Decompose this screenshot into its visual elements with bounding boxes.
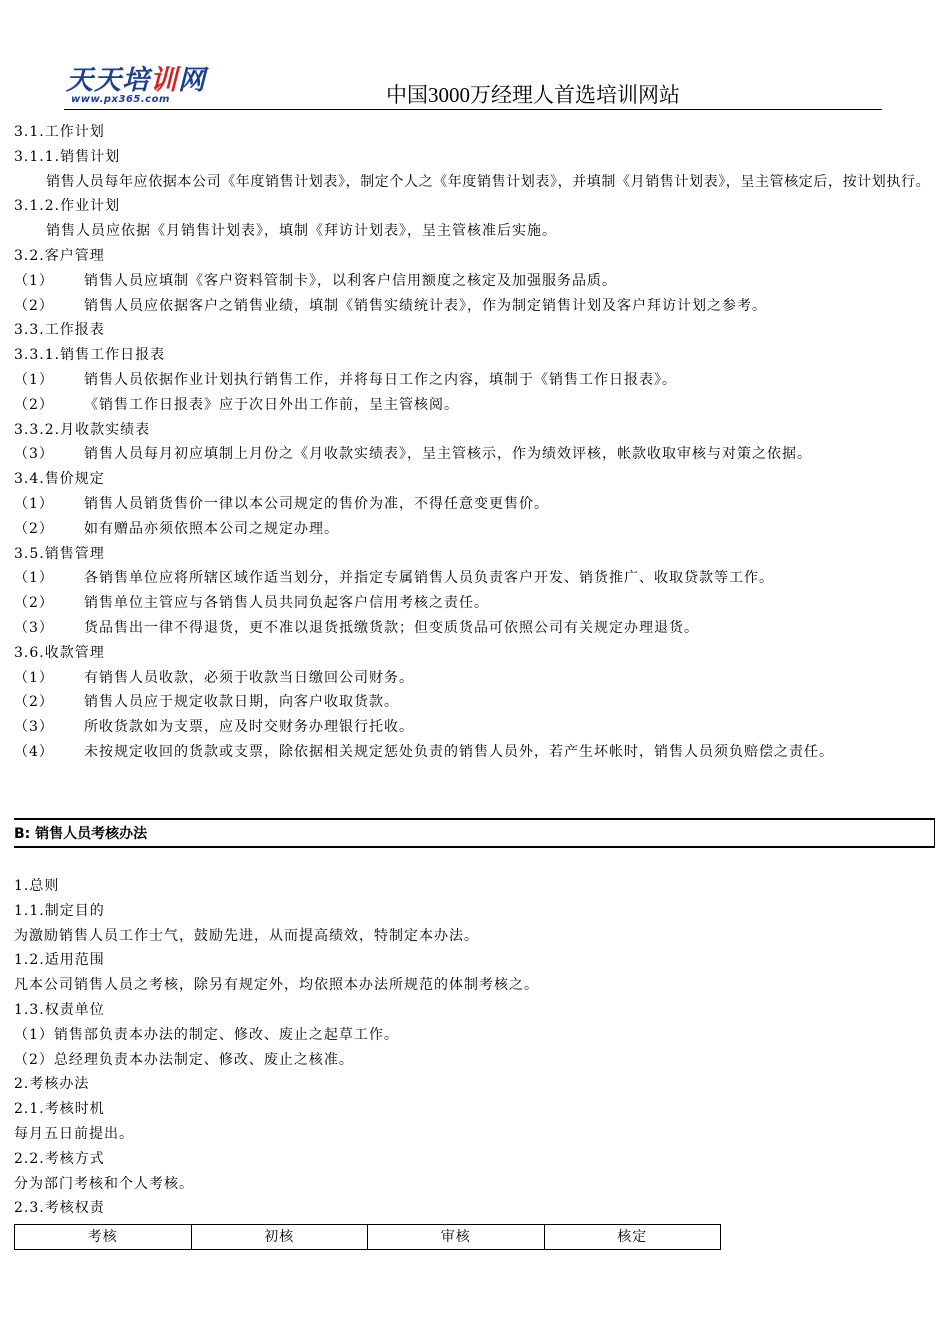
list-item-text: 有销售人员收款，必须于收款当日缴回公司财务。	[84, 669, 414, 686]
list-item-text: 如有赠品亦须依照本公司之规定办理。	[84, 520, 339, 537]
list-item	[14, 566, 938, 591]
table-header-cell: 审核	[368, 1225, 545, 1249]
list-item-number: （2）	[14, 694, 54, 711]
list-item	[14, 517, 938, 542]
list-item-text: 销售单位主管应与各销售人员共同负起客户信用考核之责任。	[84, 595, 489, 612]
indented-line: 销售人员应依据《月销售计划表》，填制《拜访计划表》，呈主管核准后实施。	[46, 223, 557, 240]
list-item-text: 销售人员依据作业计划执行销售工作，并将每日工作之内容，填制于《销售工作日报表》。	[84, 371, 677, 388]
section-heading: 3.3.2.月收款实绩表	[14, 421, 151, 438]
list-item	[14, 690, 938, 715]
list-item-text: 所收货款如为支票，应及时交财务办理银行托收。	[84, 719, 414, 736]
list-item-text: 货品售出一律不得退货，更不准以退货抵缴货款；但变质货品可依照公司有关规定办理退货。	[84, 619, 699, 636]
body-line: 每月五日前提出。	[14, 1125, 134, 1142]
logo-wordmark: 天天培训网	[66, 65, 206, 96]
list-item-text: 销售人员每月初应填制上月份之《月收款实绩表》，呈主管核示，作为绩效评核，帐款收取审核与对策之依据。	[84, 446, 812, 463]
list-item	[14, 393, 938, 418]
body-line: 2.3.考核权责	[14, 1200, 105, 1217]
body-line: 1.总则	[14, 878, 60, 894]
list-item-number: （3）	[14, 446, 54, 463]
list-item-number: （3）	[14, 619, 54, 636]
list-item	[14, 740, 938, 765]
site-logo[interactable]	[66, 66, 226, 108]
body-line: 1.1.制定目的	[14, 902, 105, 919]
body-line: 2.1.考核时机	[14, 1101, 105, 1118]
list-item-number: （2）	[14, 297, 54, 314]
section-heading: 3.4.售价规定	[14, 471, 105, 488]
body-line: （1）销售部负责本办法的制定、修改、废止之起草工作。	[14, 1026, 399, 1043]
section-heading: 3.1.2.作业计划	[14, 198, 121, 215]
list-item-text: 《销售工作日报表》应于次日外出工作前，呈主管核阅。	[84, 396, 459, 413]
section-b-body	[14, 874, 938, 1221]
body-line: 凡本公司销售人员之考核，除另有规定外，均依照本办法所规范的体制考核之。	[14, 977, 539, 994]
section-a-body	[14, 120, 938, 765]
section-heading: 3.2.客户管理	[14, 247, 105, 264]
list-item	[14, 591, 938, 616]
header-tagline: 中国3000万经理人首选培训网站	[386, 83, 680, 107]
list-item-number: （1）	[14, 570, 54, 587]
body-line: 2.2.考核方式	[14, 1150, 105, 1167]
list-item	[14, 269, 938, 294]
list-item	[14, 294, 938, 319]
list-item-number: （1）	[14, 371, 54, 388]
list-item-number: （2）	[14, 520, 54, 537]
review-authority-table	[14, 1224, 721, 1250]
list-item-text: 未按规定收回的货款或支票，除依据相关规定惩处负责的销售人员外，若产生坏帐时，销售人员须负赔偿之责任。	[84, 743, 834, 760]
list-item-text: 销售人员应于规定收款日期，向客户收取货款。	[84, 694, 399, 711]
section-heading: 3.1.工作计划	[14, 124, 105, 140]
list-item	[14, 492, 938, 517]
list-item-number: （3）	[14, 719, 54, 736]
body-line: 2.考核办法	[14, 1076, 90, 1093]
list-item-text: 销售人员应填制《客户资料管制卡》，以利客户信用额度之核定及加强服务品质。	[84, 272, 617, 289]
section-b-heading-bar	[14, 818, 935, 848]
list-item-number: （1）	[14, 272, 54, 289]
section-heading: 3.5.销售管理	[14, 545, 105, 562]
page-header	[0, 0, 950, 112]
list-item	[14, 666, 938, 691]
body-line: 1.3.权责单位	[14, 1001, 105, 1018]
body-line: 分为部门考核和个人考核。	[14, 1175, 194, 1192]
body-line: （2）总经理负责本办法制定、修改、废止之核准。	[14, 1051, 354, 1068]
section-heading: 3.6.收款管理	[14, 644, 105, 661]
body-line: 为激励销售人员工作士气，鼓励先进，从而提高绩效，特制定本办法。	[14, 927, 479, 944]
table-header-cell: 考核	[15, 1225, 192, 1249]
section-heading: 3.3.工作报表	[14, 322, 105, 339]
paragraph: 销售人员每年应依据本公司《年度销售计划表》，制定个人之《年度销售计划表》，并填制《月销售计划表》，呈主管核定后，按计划执行。	[46, 173, 931, 190]
body-line: 1.2.适用范围	[14, 952, 105, 969]
section-heading: 3.3.1.销售工作日报表	[14, 347, 166, 364]
header-divider	[64, 109, 882, 110]
list-item	[14, 442, 938, 467]
section-b-heading: B: 销售人员考核办法	[14, 826, 148, 842]
logo-url: www.px365.com	[71, 94, 170, 105]
list-item	[14, 715, 938, 740]
list-item-text: 销售人员应依据客户之销售业绩，填制《销售实绩统计表》，作为制定销售计划及客户拜访计划之参考。	[84, 297, 767, 314]
table-header-cell: 初核	[192, 1225, 369, 1249]
list-item	[14, 616, 938, 641]
section-heading: 3.1.1.销售计划	[14, 148, 121, 165]
table-header-cell: 核定	[617, 1229, 648, 1245]
list-item-text: 各销售单位应将所辖区域作适当划分，并指定专属销售人员负责客户开发、销货推广、收取贷款等工作。	[84, 570, 774, 587]
list-item-number: （4）	[14, 743, 54, 760]
list-item	[14, 368, 938, 393]
list-item-number: （1）	[14, 669, 54, 686]
list-item-text: 销售人员销货售价一律以本公司规定的售价为准，不得任意变更售价。	[84, 495, 549, 512]
list-item-number: （2）	[14, 595, 54, 612]
list-item-number: （2）	[14, 396, 54, 413]
list-item-number: （1）	[14, 495, 54, 512]
